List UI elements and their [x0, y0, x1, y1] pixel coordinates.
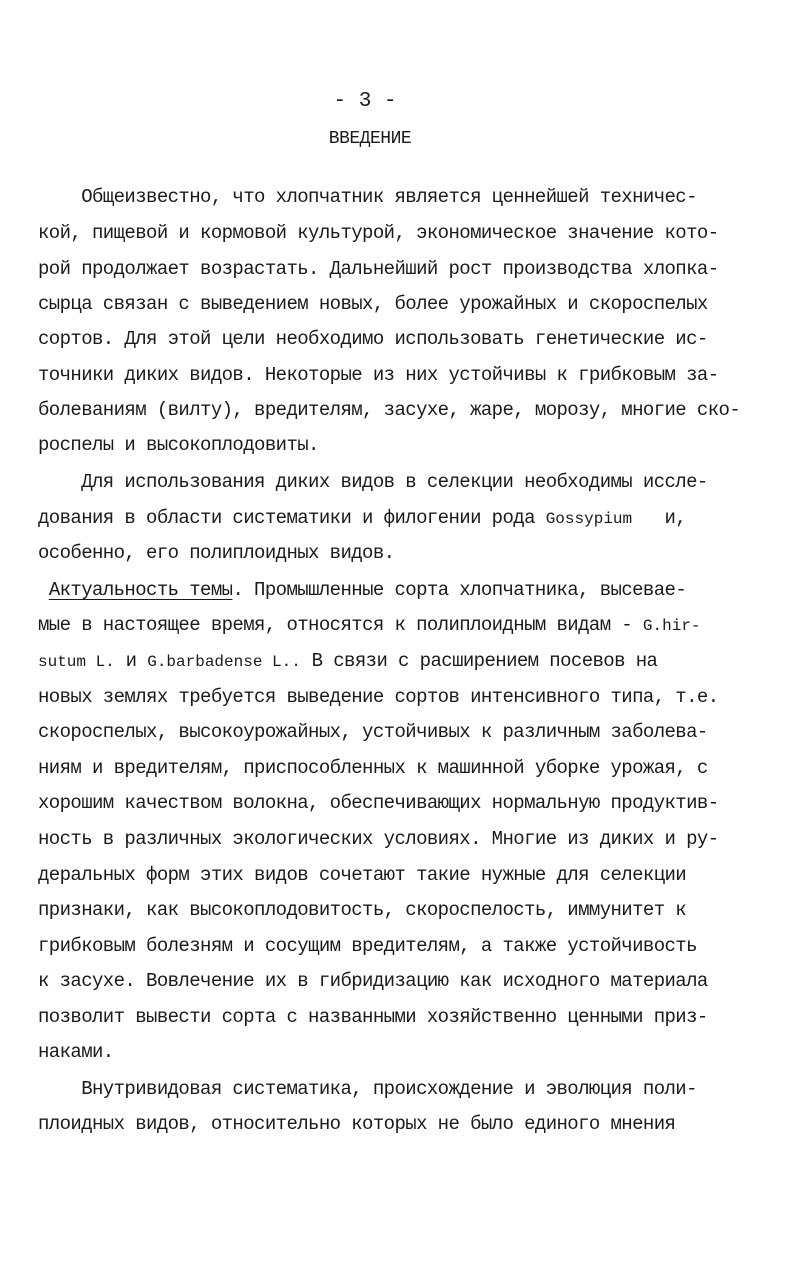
text-line: наками. — [38, 1041, 114, 1063]
text-line: признаки, как высокоплодовитость, скороспелость, иммунитет к — [38, 899, 687, 921]
species-name: G.barbadense L.. — [147, 653, 301, 671]
text-line: особенно, его полиплоидных видов. — [38, 542, 395, 564]
text-line — [38, 648, 657, 675]
text-line: точники диких видов. Некоторые из них устойчивы к грибковым за- — [38, 364, 719, 386]
text-line: хорошим качеством волокна, обеспечивающих нормальную продуктив- — [38, 792, 719, 814]
text-fragment: и, — [632, 507, 687, 529]
genus-name: Gossypium — [545, 510, 633, 528]
text-line: рой продолжает возрастать. Дальнейший рост производства хлопка- — [38, 258, 719, 280]
text-fragment: . Промышленные сорта хлопчатника, высевае- — [232, 579, 687, 601]
text-line — [38, 577, 686, 603]
text-line — [38, 505, 686, 532]
text-line: плоидных видов, относительно которых не было единого мнения — [38, 1113, 676, 1135]
text-line: грибковым болезням и сосущим вредителям, а также устойчивость — [38, 935, 697, 957]
text-line: сортов. Для этой цели необходимо использовать генетические ис- — [38, 328, 708, 350]
text-line: Внутривидовая систематика, происхождение и эволюция поли- — [38, 1078, 697, 1100]
text-line: к засухе. Вовлечение их в гибридизацию как исходного материала — [38, 970, 708, 992]
section-heading: ВВЕДЕНИЕ — [328, 129, 412, 149]
text-line: скороспелых, высокоурожайных, устойчивых к различным заболева- — [38, 721, 708, 743]
text-line: ниям и вредителям, приспособленных к машинной уборке урожая, с — [38, 757, 708, 779]
text-line: болеваниям (вилту), вредителям, засухе, жаре, морозу, многие ско- — [38, 399, 741, 421]
section-label: Актуальность темы — [48, 579, 233, 601]
text-line: новых землях требуется выведение сортов интенсивного типа, т.е. — [38, 686, 719, 708]
text-line: сырца связан с выведением новых, более урожайных и скороспелых — [38, 293, 708, 315]
text-fragment: дования в области систематики и филогении рода — [38, 507, 546, 529]
species-name: G.hir- — [642, 617, 701, 635]
text-fragment: В связи с расширением посевов на — [300, 650, 658, 672]
text-line: позволит вывести сорта с названными хозяйственно ценными приз- — [38, 1006, 708, 1028]
text-line: ность в различных экологических условиях. Многие из диких и ру- — [38, 828, 719, 850]
text-line: деральных форм этих видов сочетают такие нужные для селекции — [38, 864, 687, 886]
text-line — [38, 612, 701, 639]
species-name: sutum L. — [38, 653, 115, 671]
text-fragment: и — [114, 650, 148, 672]
text-line: Общеизвестно, что хлопчатник является ценнейшей техничес- — [38, 186, 697, 208]
text-line: Для использования диких видов в селекции необходимы иссле- — [38, 471, 708, 493]
text-fragment: мые в настоящее время, относятся к полиплоидным видам - — [38, 614, 643, 636]
text-line: кой, пищевой и кормовой культурой, экономическое значение кото- — [38, 222, 719, 244]
text-line: роспелы и высокоплодовиты. — [38, 434, 319, 456]
page-number: - 3 - — [333, 90, 397, 113]
